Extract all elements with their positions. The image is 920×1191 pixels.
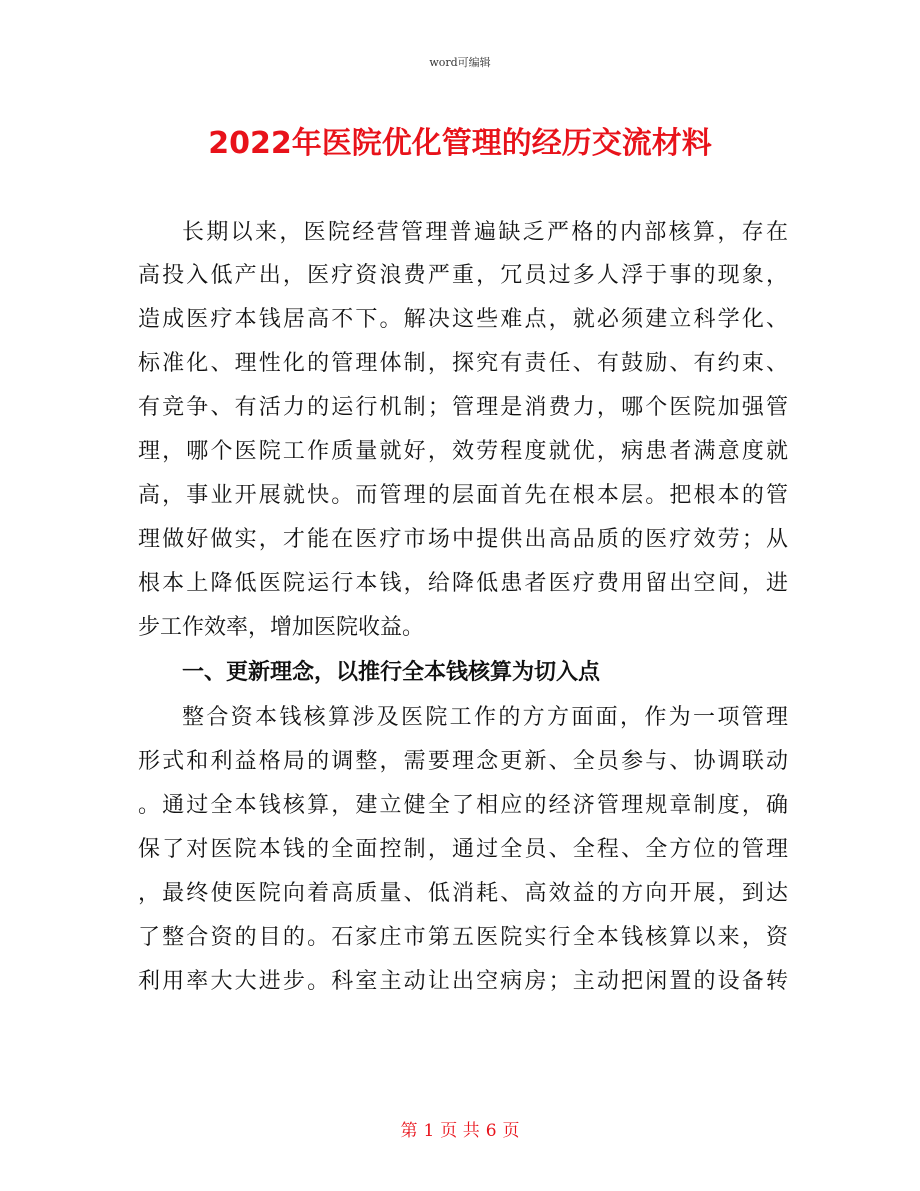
paragraph-2-line: 整合资本钱核算涉及医院工作的方方面面，作为一项管理 xyxy=(182,705,788,730)
paragraph-1-line: 高投入低产出，医疗资浪费严重，冗员过多人浮于事的现象， xyxy=(138,263,788,288)
header-note: word可编辑 xyxy=(429,56,491,69)
paragraph-1-line: 步工作效率，增加医院收益。 xyxy=(138,615,425,640)
footer-total-pages: 6 xyxy=(485,1121,497,1141)
paragraph-1-line: 理做好做实，才能在医疗市场中提供出高品质的医疗效劳；从 xyxy=(138,527,788,552)
paragraph-2-line: 利用率大大进步。科室主动让出空病房；主动把闲置的设备转 xyxy=(138,969,788,994)
paragraph-1-line: 长期以来，医院经营管理普遍缺乏严格的内部核算，存在 xyxy=(182,220,788,245)
paragraph-2-line: 形式和利益格局的调整，需要理念更新、全员参与、协调联动 xyxy=(138,749,788,774)
footer-middle: 页 共 xyxy=(440,1121,480,1141)
document-title: 2022年医院优化管理的经历交流材料 xyxy=(208,126,712,161)
paragraph-1-line: 标准化、理性化的管理体制，探究有责任、有鼓励、有约束、 xyxy=(138,351,788,376)
paragraph-2-line: 保了对医院本钱的全面控制，通过全员、全程、全方位的管理 xyxy=(138,837,788,862)
page-footer xyxy=(0,1116,920,1141)
section-heading: 一、更新理念，以推行全本钱核算为切入点 xyxy=(182,660,601,685)
footer-prefix: 第 xyxy=(400,1121,418,1141)
paragraph-1-line: 有竞争、有活力的运行机制；管理是消费力，哪个医院加强管 xyxy=(138,395,788,420)
paragraph-1-line: 高，事业开展就快。而管理的层面首先在根本层。把根本的管 xyxy=(138,483,788,508)
paragraph-1-line: 造成医疗本钱居高不下。解决这些难点，就必须建立科学化、 xyxy=(138,307,788,332)
paragraph-2-line: 。通过全本钱核算，建立健全了相应的经济管理规章制度，确 xyxy=(138,793,788,818)
footer-suffix: 页 xyxy=(502,1121,520,1141)
paragraph-1-line: 根本上降低医院运行本钱，给降低患者医疗费用留出空间，进 xyxy=(138,571,788,596)
paragraph-1-line: 理，哪个医院工作质量就好，效劳程度就优，病患者满意度就 xyxy=(138,439,788,464)
paragraph-2-line: 了整合资的目的。石家庄市第五医院实行全本钱核算以来，资 xyxy=(138,925,788,950)
footer-page-number: 1 xyxy=(423,1121,435,1141)
paragraph-2-line: ，最终使医院向着高质量、低消耗、高效益的方向开展，到达 xyxy=(138,881,788,906)
